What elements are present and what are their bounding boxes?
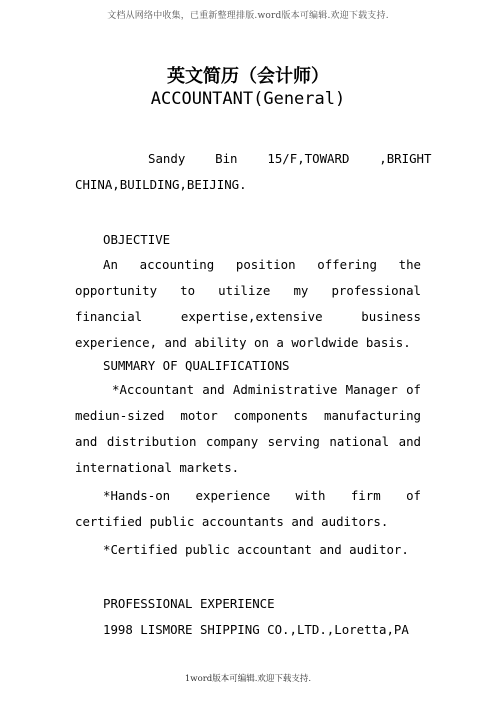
summary-item-1: *Accountant and Administrative Manager of mediun-sized motor components manufacturing and distribution company serving national and international markets.	[75, 382, 421, 475]
address-line-2: CHINA,BUILDING,BEIJING.	[75, 177, 247, 192]
objective-heading: OBJECTIVE	[103, 232, 171, 247]
experience-heading: PROFESSIONAL EXPERIENCE	[103, 596, 275, 611]
page-footer-note: 1word版本可编辑.欢迎下载支持.	[184, 674, 312, 684]
summary-heading: SUMMARY OF QUALIFICATIONS	[103, 358, 290, 373]
summary-item-3: *Certified public accountant and auditor.	[103, 542, 409, 557]
address-line-1: Sandy Bin 15/F,TOWARD ,BRIGHT	[148, 151, 432, 166]
title-chinese: 英文简历（会计师）	[167, 66, 329, 87]
experience-line-1: 1998 LISMORE SHIPPING CO.,LTD.,Loretta,PA	[103, 622, 409, 637]
objective-text: An accounting position offering the opportunity to utilize my professional financial expertise,extensive business experience, and ability on a worldwide basis.	[75, 257, 421, 350]
summary-item-2: *Hands-on experience with firm of certified public accountants and auditors.	[75, 488, 421, 529]
page-header-note: 文档从网络中收集，已重新整理排版.word版本可编辑.欢迎下载支持.	[107, 11, 389, 21]
title-english: ACCOUNTANT(General)	[150, 89, 346, 109]
